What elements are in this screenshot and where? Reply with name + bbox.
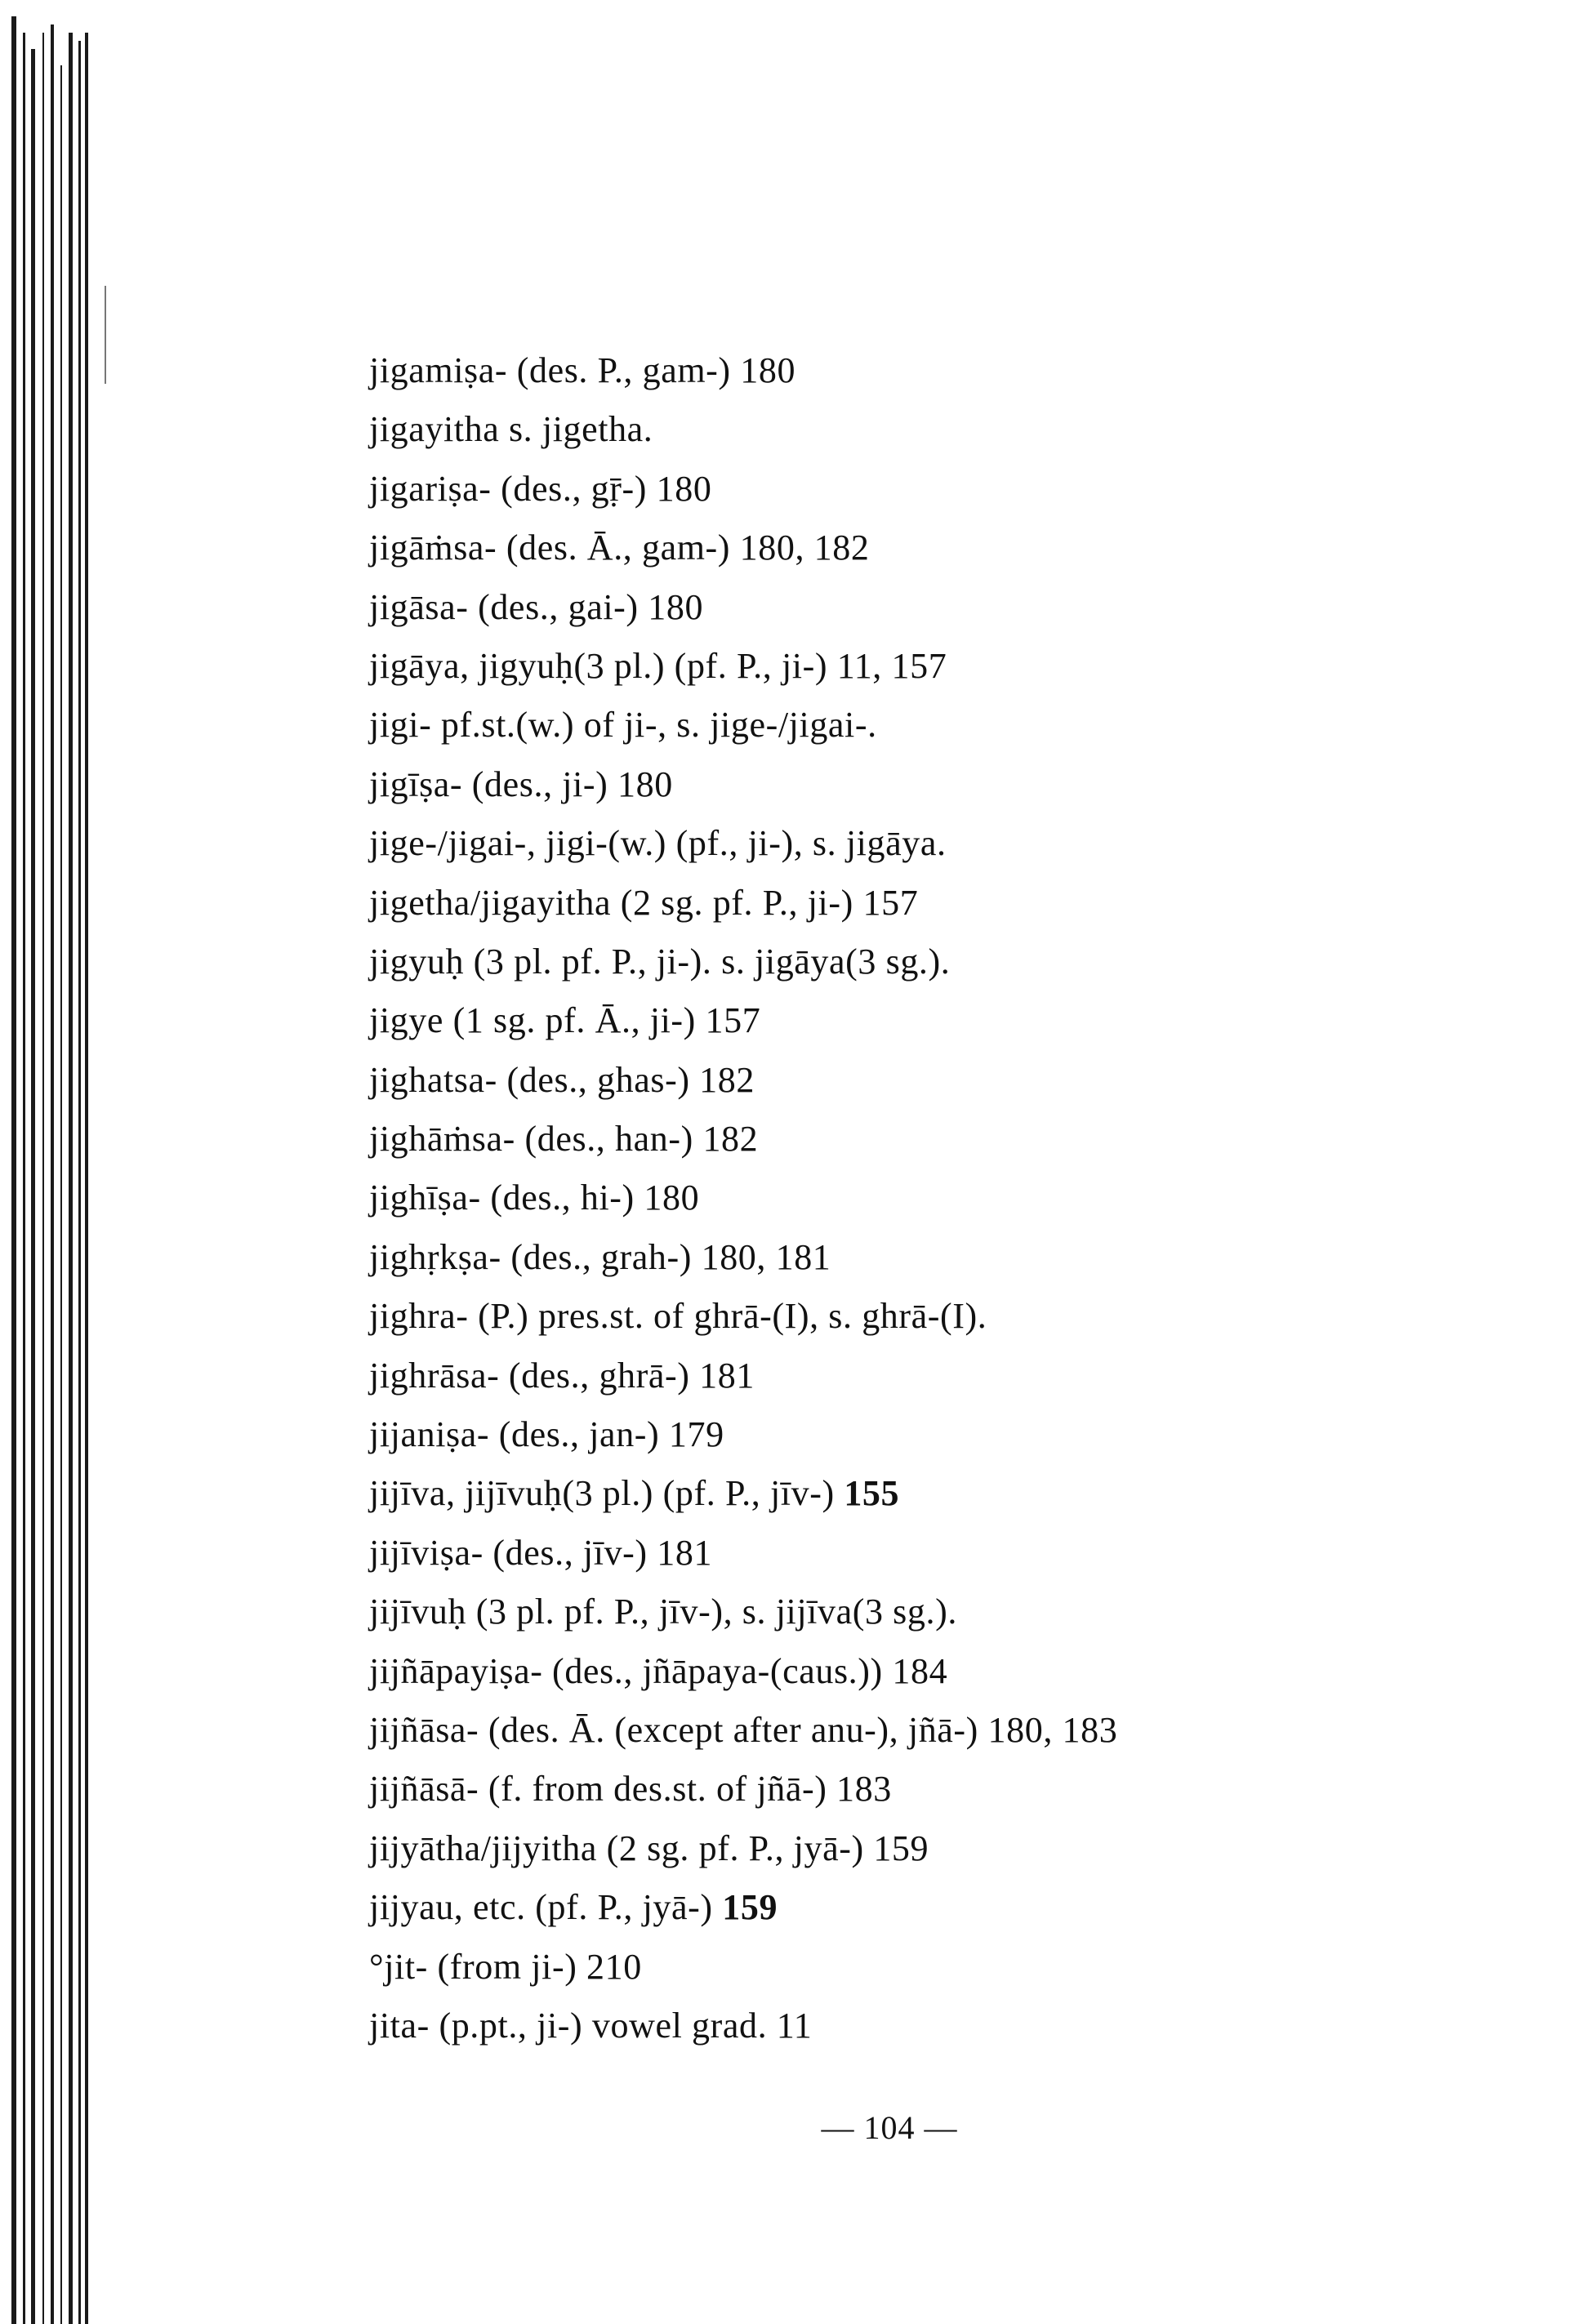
entry-text: jigi- pf.st.(w.) of ji-, s. jige-/jigai-.: [369, 705, 877, 746]
index-entry: [369, 1819, 1553, 1878]
index-entry: [369, 874, 1553, 933]
entry-text: jita- (p.pt., ji-) vowel grad. 11: [369, 2005, 813, 2046]
index-entry: [369, 1701, 1553, 1760]
entry-text: jijīviṣa- (des., jīv-) 181: [369, 1532, 713, 1573]
entry-text: jigye (1 sg. pf. Ā., ji-) 157: [369, 1000, 761, 1041]
entry-text: jigamiṣa- (des. P., gam-) 180: [369, 350, 796, 390]
index-entry: [369, 460, 1553, 519]
index-entry: [369, 1228, 1553, 1287]
entry-text: jijñāpayiṣa- (des., jñāpaya-(caus.)) 184: [369, 1650, 948, 1691]
entry-text: jijīvuḥ (3 pl. pf. P., jīv-), s. jijīva(3 sg.).: [369, 1592, 957, 1632]
index-entry: [369, 519, 1553, 577]
index-entry: [369, 1110, 1553, 1169]
entry-text: jighrāsa- (des., ghrā-) 181: [369, 1355, 755, 1396]
entry-text: jigīṣa- (des., ji-) 180: [369, 764, 673, 804]
index-entry: [369, 814, 1553, 873]
entry-text: jigāṁsa- (des. Ā., gam-) 180, 182: [369, 528, 870, 568]
index-entry: [369, 1287, 1553, 1346]
entry-text: jighāṁsa- (des., han-) 182: [369, 1119, 759, 1160]
index-entry: [369, 755, 1553, 814]
entry-text: jighra- (P.) pres.st. of ghrā-(I), s. ghrā-(I).: [369, 1296, 987, 1337]
entry-text: jigyuḥ (3 pl. pf. P., ji-). s. jigāya(3 sg.).: [369, 941, 951, 982]
index-entry: [369, 1938, 1553, 1997]
entry-bold-reference: 155: [844, 1473, 900, 1514]
index-entry: [369, 991, 1553, 1050]
page-number: — 104 —: [821, 2109, 958, 2146]
entry-text: jige-/jigai-, jigi-(w.) (pf., ji-), s. jigāya.: [369, 823, 947, 864]
index-entry: [369, 1583, 1553, 1641]
entry-text: jigetha/jigayitha (2 sg. pf. P., ji-) 157: [369, 882, 919, 923]
entry-text: jigariṣa- (des., gṝ-) 180: [369, 468, 712, 509]
entry-text: jijyau, etc. (pf. P., jyā-): [369, 1887, 723, 1928]
index-entry: [369, 637, 1553, 696]
index-entry: [369, 1405, 1553, 1464]
index-entry: [369, 1760, 1553, 1819]
entry-text: jijaniṣa- (des., jan-) 179: [369, 1414, 724, 1455]
index-entry: [369, 1347, 1553, 1405]
entry-text: °jit- (from ji-) 210: [369, 1946, 642, 1987]
entry-text: jijñāsā- (f. from des.st. of jñā-) 183: [369, 1769, 892, 1810]
index-entry: [369, 1169, 1553, 1227]
entry-text: jijyātha/jijyitha (2 sg. pf. P., jyā-) 159: [369, 1828, 929, 1868]
entry-text: jighatsa- (des., ghas-) 182: [369, 1059, 755, 1100]
entry-text: jijñāsa- (des. Ā. (except after anu-), jñā-) 180, 183: [369, 1709, 1118, 1750]
index-entry: [369, 1642, 1553, 1701]
entry-text: jighīṣa- (des., hi-) 180: [369, 1178, 700, 1218]
entry-list: [369, 341, 1553, 2055]
index-entry: [369, 1878, 1553, 1937]
entry-text: jijīva, jijīvuḥ(3 pl.) (pf. P., jīv-): [369, 1473, 845, 1514]
entry-text: jigāya, jigyuḥ(3 pl.) (pf. P., ji-) 11, 157: [369, 645, 947, 686]
index-entry: [369, 578, 1553, 637]
index-entry: [369, 1051, 1553, 1110]
index-entry: [369, 933, 1553, 991]
index-entry: [369, 400, 1553, 459]
entry-text: jighṛkṣa- (des., grah-) 180, 181: [369, 1236, 831, 1277]
entry-text: jigayitha s. jigetha.: [369, 409, 653, 450]
index-entry: [369, 341, 1553, 400]
index-entry: [369, 1464, 1553, 1523]
index-entry: [369, 1524, 1553, 1583]
entry-text: jigāsa- (des., gai-) 180: [369, 586, 704, 627]
index-entry: [369, 696, 1553, 755]
index-entry: [369, 1997, 1553, 2055]
entry-bold-reference: 159: [722, 1887, 778, 1928]
